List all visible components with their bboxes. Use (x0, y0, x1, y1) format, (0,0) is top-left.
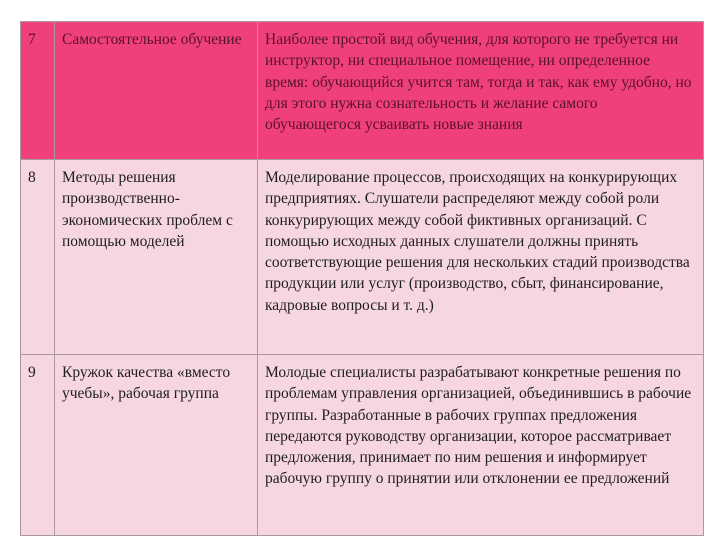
method-description-cell: Наиболее простой вид обучения, для которого не требуется ни инструктор, ни специальное помещение, ни определенное время: обучающийся учится там, тогда и так, как ему удобно, но для этого нужна сознательность и желание самого обучающегося усваивать новые знания (258, 22, 704, 160)
table-row (21, 160, 704, 355)
training-methods-table (20, 21, 704, 536)
table-row (21, 22, 704, 160)
row-number-cell: 9 (21, 355, 55, 536)
table-row (21, 355, 704, 536)
method-name-cell: Методы решения производственно-экономических проблем с помощью моделей (55, 160, 258, 355)
method-description-cell: Моделирование процессов, происходящих на конкурирующих предприятиях. Слушатели распределяют между собой роли конкурирующих между собой фиктивных организаций. С помощью исходных данных слушатели должны принять соответствующие решения для нескольких стадий производства продукции или услуг (производство, сбыт, финансирование, кадровые вопросы и т. д.) (258, 160, 704, 355)
method-name-cell: Кружок качества «вместо учебы», рабочая группа (55, 355, 258, 536)
method-name-cell: Самостоятельное обучение (55, 22, 258, 160)
row-number-cell: 7 (21, 22, 55, 160)
row-number-cell: 8 (21, 160, 55, 355)
method-description-cell: Молодые специалисты разрабатывают конкретные решения по проблемам управления организацией, объединившись в рабочие группы. Разработанные в рабочих группах предложения передаются руководству организации, которое рассматривает предложения, принимает по ним решения и информирует рабочую группу о принятии или отклонении ее предложений (258, 355, 704, 536)
